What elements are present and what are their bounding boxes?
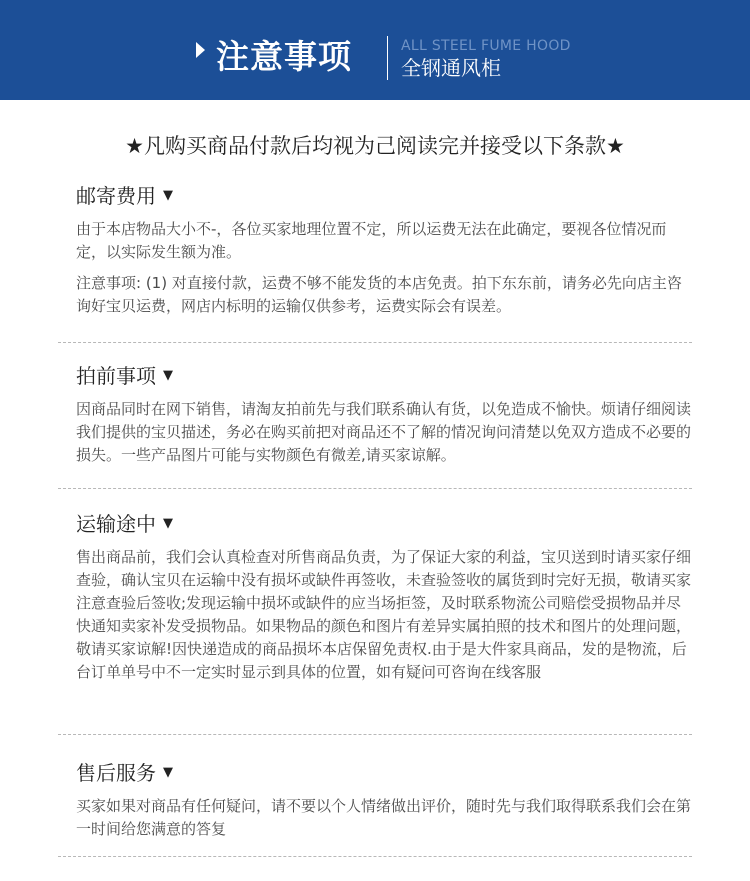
- banner-subtitle-en: ALL STEEL FUME HOOD: [401, 38, 571, 54]
- caret-right-icon: [196, 42, 205, 58]
- banner-subtitle-cn: 全钢通风柜: [401, 56, 501, 80]
- section-paragraph: 售出商品前，我们会认真检查对所售商品负责，为了保证大家的利益，宝贝送到时请买家仔细查验，确认宝贝在运输中没有损坏或缺件再签收，未查验签收的属货到时完好无损，敬请买家注意查验后签收;发现运输中损坏或缺件的应当场拒签，及时联系物流公司赔偿受损物品并尽快通知卖家补发受损物品。如果物品的颜色和图片有差异实属拍照的技术和图片的处理问题，敬请买家谅解!因快递造成的商品损坏本店保留免责权.由于是大件家具商品，发的是物流，后台订单单号中不一定实时显示到具体的位置，如有疑问可咨询在线客服: [76, 548, 692, 681]
- section-header: [76, 362, 696, 390]
- section-paragraph: 由于本店物品大小不-，各位买家地理位置不定，所以运费无法在此确定，要视各位情况而定，以实际发生额为准。: [76, 220, 667, 261]
- section-title: 售后服务: [76, 761, 156, 785]
- section-paragraph: 注意事项: (1) 对直接付款，运费不够不能发货的本店免责。拍下东东前，请务必先向店主咨询好宝贝运费，网店内标明的运输仅供参考，运费实际会有误差。: [76, 274, 682, 315]
- section-title: 邮寄费用: [76, 184, 156, 208]
- section-header: [76, 182, 696, 210]
- section-header: [76, 510, 696, 538]
- section-shipping: [76, 182, 696, 318]
- section-before-purchase: [76, 362, 696, 467]
- banner-title: 注意事项: [216, 37, 352, 76]
- header-banner: [0, 0, 750, 100]
- terms-headline: ★凡购买商品付款后均视为己阅读完并接受以下条款★: [125, 134, 625, 158]
- triangle-down-icon: ▼: [163, 765, 173, 780]
- section-title: 拍前事项: [76, 364, 156, 388]
- section-after-sales: [76, 759, 696, 841]
- section-paragraph: 因商品同时在网下销售，请淘友拍前先与我们联系确认有货，以免造成不愉快。烦请仔细阅读我们提供的宝贝描述，务必在购买前把对商品还不了解的情况询问清楚以免双方造成不必要的损失。一些产品图片可能与实物颜色有微差,请买家谅解。: [76, 400, 692, 464]
- triangle-down-icon: ▼: [163, 188, 173, 203]
- banner-divider: [387, 36, 388, 80]
- dashed-separator: [58, 734, 692, 735]
- dashed-separator: [58, 856, 692, 857]
- dashed-separator: [58, 488, 692, 489]
- section-in-transit: [76, 510, 696, 684]
- section-title: 运输途中: [76, 512, 156, 536]
- section-paragraph: 买家如果对商品有任何疑问，请不要以个人情绪做出评价，随时先与我们取得联系我们会在第一时间给您满意的答复: [76, 797, 692, 838]
- section-header: [76, 759, 696, 787]
- triangle-down-icon: ▼: [163, 368, 173, 383]
- triangle-down-icon: ▼: [163, 516, 173, 531]
- dashed-separator: [58, 342, 692, 343]
